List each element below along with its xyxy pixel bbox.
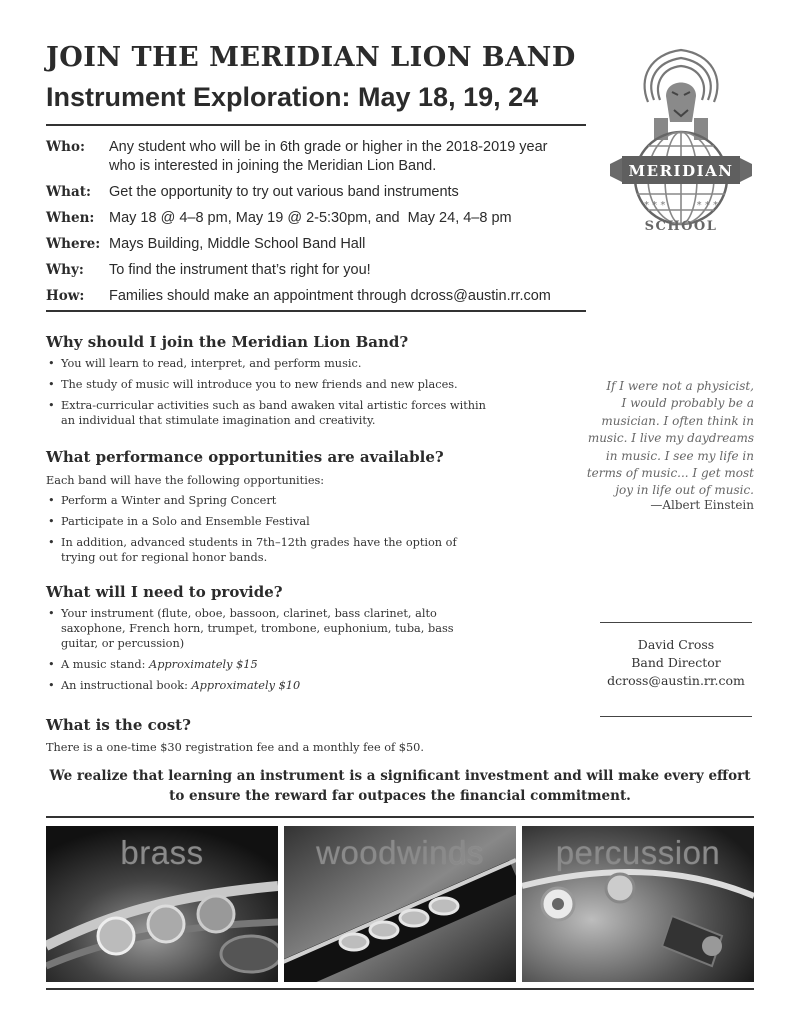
performance-intro: Each band will have the following opportunities:: [46, 474, 325, 487]
panel-label-brass: brass: [120, 834, 204, 871]
percussion-panel: [522, 826, 754, 982]
photo-band-top-rule: [46, 816, 754, 818]
why-list: [46, 356, 486, 434]
provide-list: [46, 606, 486, 699]
commitment-statement: We realize that learning an instrument is a significant investment and will make every effort to ensure the reward far outpaces the financial commitment.: [49, 768, 751, 804]
info-label: Who:: [46, 139, 85, 155]
quote-line: terms of music... I get most: [586, 466, 754, 481]
contact-email-link[interactable]: dcross@austin.rr.com: [607, 673, 745, 688]
logo-bottom-text: SCHOOL: [644, 219, 718, 234]
info-label: What:: [46, 184, 91, 200]
why-heading: Why should I join the Meridian Lion Band?: [46, 333, 409, 351]
list-item: [46, 657, 486, 672]
performance-list: [46, 493, 486, 571]
logo-stars-right: * * *: [696, 200, 718, 211]
logo-stars-left: * * *: [644, 200, 666, 211]
quote-line: musician. I often think in: [601, 413, 754, 428]
contact-top-divider: [600, 622, 752, 623]
performance-heading: What performance opportunities are available?: [46, 448, 444, 466]
list-item: [46, 678, 486, 693]
quote-author: —Albert Einstein: [650, 498, 754, 512]
info-value: Any student who will be in 6th grade or higher in the 2018-2019 year who is interested in joining the Meridian Lion Band.: [109, 139, 548, 174]
einstein-quote: [560, 378, 754, 500]
list-item: • Perform a Winter and Spring Concert: [46, 493, 486, 508]
quote-line: I would probably be a: [621, 396, 754, 411]
title-divider: [46, 124, 586, 126]
info-value: Get the opportunity to try out various band instruments: [109, 184, 459, 200]
info-label: How:: [46, 288, 85, 304]
page-subtitle: Instrument Exploration: May 18, 19, 24: [46, 82, 539, 112]
list-item: • Your instrument (flute, oboe, bassoon, clarinet, bass clarinet, alto saxophone, French horn, trumpet, trombone, euphonium, tuba, bass guitar, or percussion): [46, 606, 486, 651]
info-row-who: [46, 138, 626, 176]
info-row-what: [46, 183, 626, 202]
quote-line: in music. I see my life in: [605, 448, 754, 463]
item-price: Approximately $10: [191, 679, 301, 692]
info-label: Why:: [46, 262, 84, 278]
contact-name: David Cross: [637, 637, 715, 652]
school-logo: [610, 38, 752, 238]
photo-band-bottom-rule: [46, 988, 754, 990]
panel-label-woodwinds: woodwinds: [316, 834, 484, 871]
contact-bottom-divider: [600, 716, 752, 717]
info-value: May 18 @ 4–8 pm, May 19 @ 2-5:30pm, and May 24, 4–8 pm: [109, 210, 512, 226]
quote-line: joy in life out of music.: [615, 483, 754, 498]
cost-text: There is a one-time $30 registration fee and a monthly fee of $50.: [46, 741, 424, 754]
item-price: Approximately $15: [149, 658, 258, 671]
lion-globe-crest-icon: [610, 38, 752, 238]
quote-line: music. I live my daydreams: [587, 431, 754, 446]
event-info: [46, 138, 626, 313]
info-row-how: [46, 287, 626, 306]
info-label: Where:: [46, 236, 101, 252]
info-label: When:: [46, 210, 95, 226]
cost-heading: What is the cost?: [46, 716, 191, 734]
contact-role: Band Director: [631, 655, 721, 670]
info-row-when: [46, 209, 626, 228]
logo-banner-text: MERIDIAN: [628, 162, 734, 180]
info-value: Mays Building, Middle School Band Hall: [109, 236, 366, 252]
item-label: An instructional book:: [61, 679, 192, 692]
info-row-why: [46, 261, 626, 280]
info-divider: [46, 310, 586, 312]
brass-panel: [46, 826, 278, 982]
info-value: Families should make an appointment through dcross@austin.rr.com: [109, 288, 551, 304]
list-item: • Extra-curricular activities such as band awaken vital artistic forces within an individual that stimulate imagination and creativity.: [46, 398, 486, 428]
woodwinds-panel: [284, 826, 516, 982]
page-title: JOIN THE MERIDIAN LION BAND: [46, 42, 576, 73]
panel-label-percussion: percussion: [555, 834, 721, 871]
info-value: To find the instrument that’s right for you!: [109, 262, 371, 278]
info-row-where: [46, 235, 626, 254]
quote-line: If I were not a physicist,: [606, 379, 754, 393]
list-item: • Participate in a Solo and Ensemble Festival: [46, 514, 486, 529]
list-item: • The study of music will introduce you to new friends and new places.: [46, 377, 486, 392]
provide-heading: What will I need to provide?: [46, 583, 283, 601]
item-label: A music stand:: [61, 658, 150, 671]
list-item: • You will learn to read, interpret, and perform music.: [46, 356, 486, 371]
list-item: • In addition, advanced students in 7th–12th grades have the option of trying out for regional honor bands.: [46, 535, 486, 565]
